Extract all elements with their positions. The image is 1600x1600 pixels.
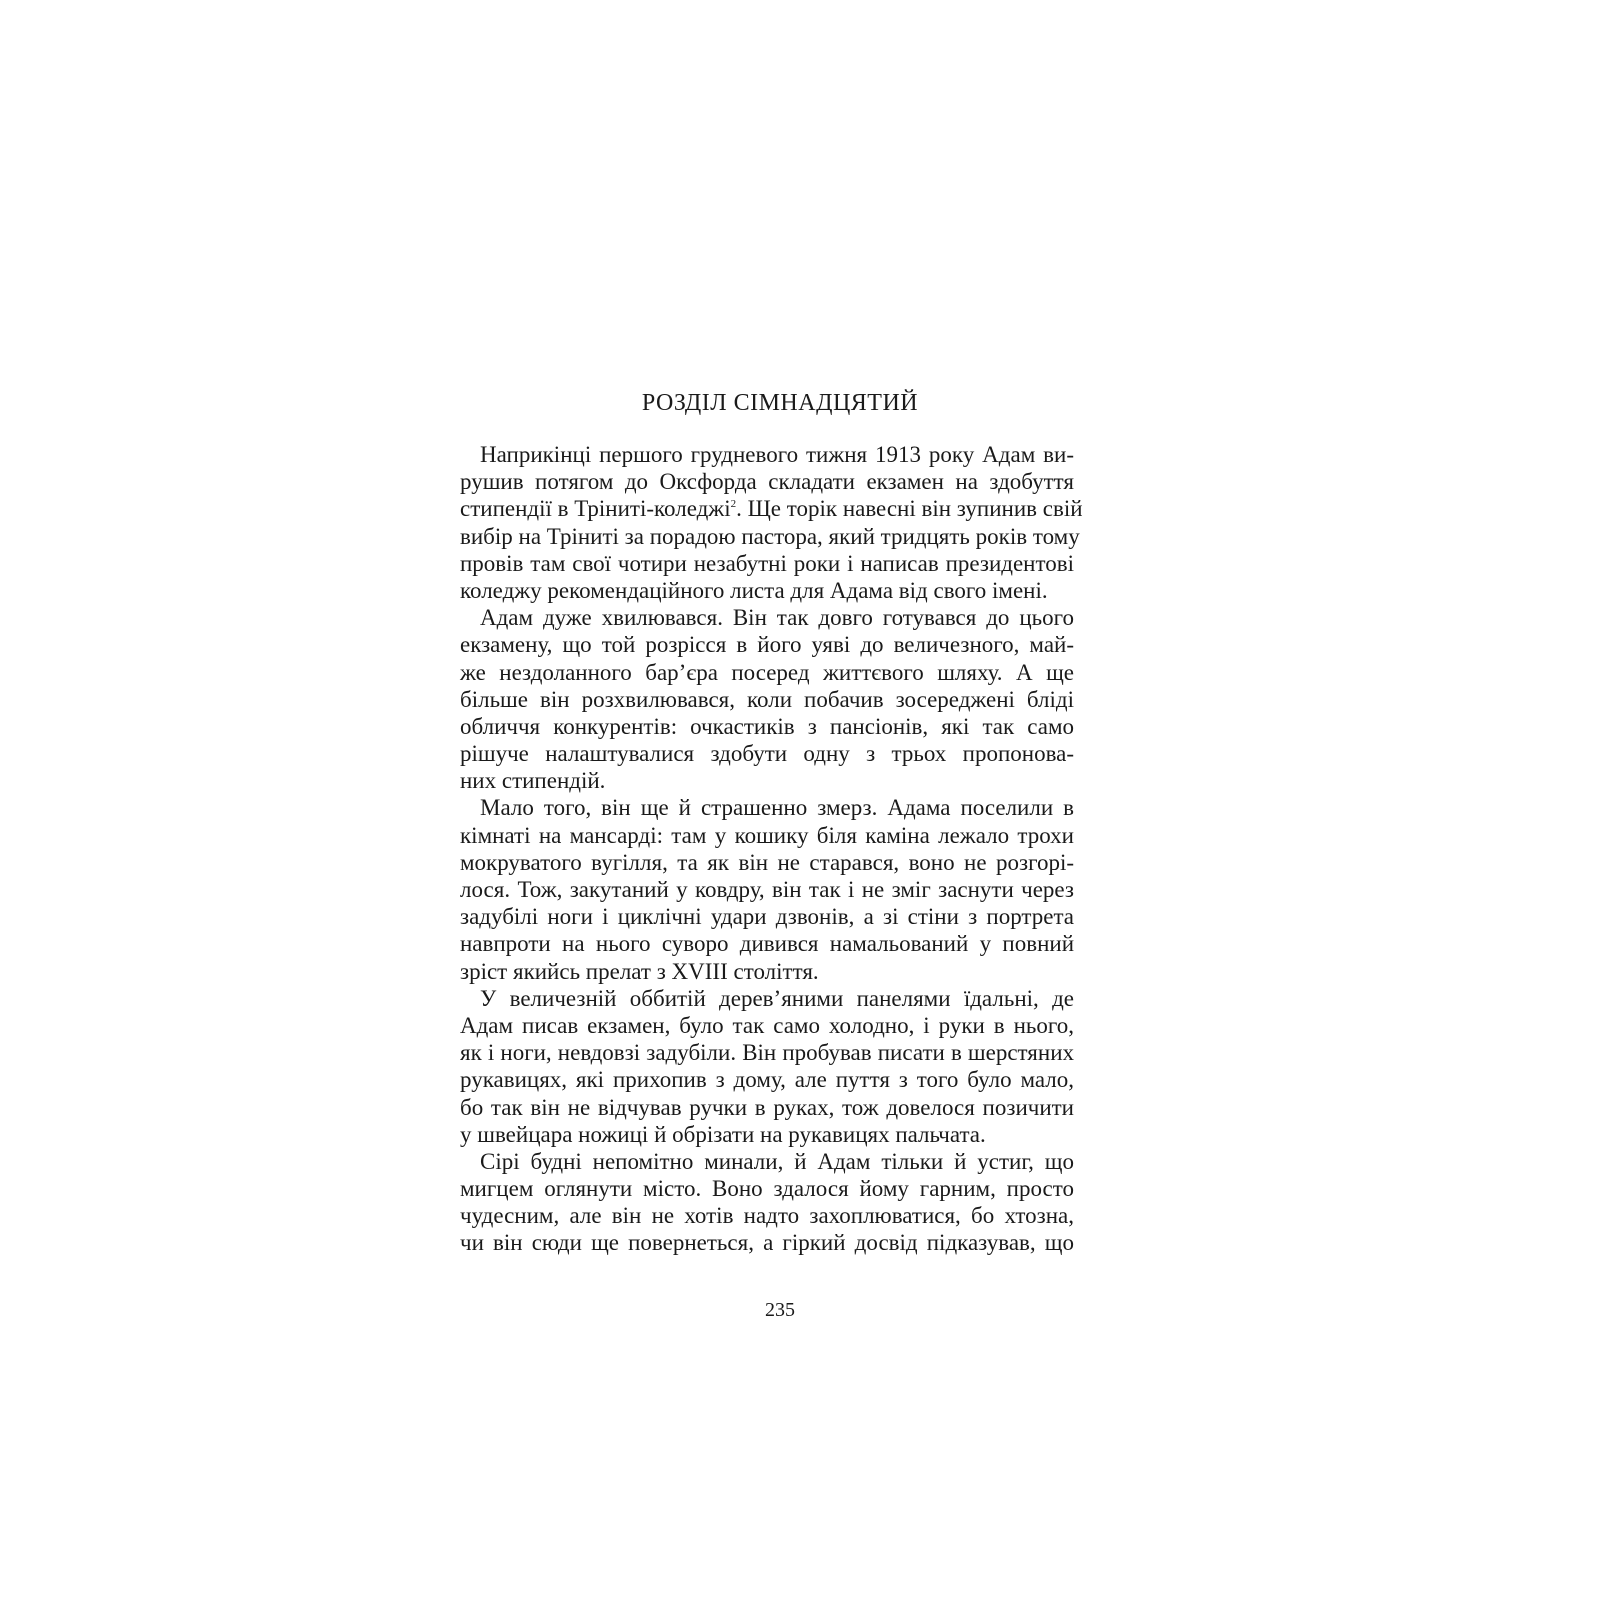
text-line xyxy=(460,822,1074,849)
text-line xyxy=(460,659,1074,686)
text-line xyxy=(460,604,1074,631)
text-line xyxy=(460,523,1080,550)
text-line-content: Мало того, він ще й страшенно змерз. Адама поселили в xyxy=(480,795,1074,821)
text-line-content: Сірі будні непомітно минали, й Адам тільки й устиг, що xyxy=(480,1148,1074,1174)
text-line-continuation: . Ще торік навесні він зупинив свій xyxy=(736,496,1083,522)
text-line xyxy=(460,1066,1074,1093)
text-line xyxy=(460,495,1083,522)
text-line-content: задубілі ноги і циклічні удари дзвонів, а зі стіни з портрета xyxy=(460,904,1074,930)
text-line-content: Адам дуже хвилювався. Він так довго готувався до цього xyxy=(480,605,1074,631)
text-line xyxy=(460,1012,1074,1039)
text-line-content: чудесним, але він не хотів надто захоплюватися, бо хтозна, xyxy=(460,1203,1074,1229)
text-line-content: У величезній оббитій дерев’яними панелями їдальні, де xyxy=(480,985,1074,1011)
text-line-content: провів там свої чотири незабутні роки і написав президентові xyxy=(460,550,1074,576)
text-line xyxy=(460,1121,1074,1148)
text-line xyxy=(460,903,1074,930)
text-line xyxy=(460,577,1074,604)
text-line-content: коледжу рекомендаційного листа для Адама від свого імені. xyxy=(460,577,1048,603)
text-line xyxy=(460,468,1074,495)
text-line-content: рукавицях, які прихопив з дому, але пуття з того було мало, xyxy=(460,1067,1074,1093)
text-line xyxy=(460,1175,1074,1202)
text-line xyxy=(460,958,1074,985)
text-line xyxy=(460,1229,1074,1256)
text-line-content: рішуче налаштувалися здобути одну з трьох пропонова- xyxy=(460,741,1074,767)
text-line-content: обличчя конкурентів: очкастиків з пансіонів, які так само xyxy=(460,713,1074,739)
text-line-content: чи він сюди ще повернеться, а гіркий досвід підказував, що xyxy=(460,1230,1074,1256)
text-line xyxy=(460,930,1074,957)
text-line-content: як і ноги, невдовзі задубіли. Він пробував писати в шерстяних xyxy=(460,1040,1074,1066)
text-line xyxy=(460,713,1074,740)
chapter-title: РОЗДІЛ СІМНАДЦЯТИЙ xyxy=(641,390,919,416)
text-line-content: рушив потягом до Оксфорда складати екзамен на здобуття xyxy=(460,469,1074,495)
text-line-content: у швейцара ножиці й обрізати на рукавицях пальчата. xyxy=(460,1121,986,1147)
text-line-content: лося. Тож, закутаний у ковдру, він так і не зміг заснути через xyxy=(460,877,1074,902)
text-line-content: мокруватого вугілля, та як він не старався, воно не розгорі- xyxy=(460,849,1074,875)
text-line xyxy=(460,441,1074,468)
text-line xyxy=(460,631,1074,658)
body-text xyxy=(460,441,1083,1257)
text-line-content: екзамену, що той розрісся в його уяві до величезного, май- xyxy=(460,632,1074,658)
footnote-marker: 2 xyxy=(730,498,737,511)
text-line-content: Адам писав екзамен, було так само холодно, і руки в нього, xyxy=(460,1012,1074,1038)
text-line xyxy=(460,550,1074,577)
text-line xyxy=(460,1148,1074,1175)
text-line-content: Наприкінці першого грудневого тижня 1913 року Адам ви- xyxy=(480,442,1074,467)
text-line-content: мигцем оглянути місто. Воно здалося йому гарним, просто xyxy=(460,1176,1074,1202)
text-line-content: них стипендій. xyxy=(460,768,606,794)
text-line-content: бо так він не відчував ручки в руках, тож довелося позичити xyxy=(460,1094,1074,1120)
page-number: 235 xyxy=(765,1299,795,1321)
text-line xyxy=(460,876,1074,903)
text-line xyxy=(460,1202,1074,1229)
text-line-content: вибір на Тріниті за порадою пастора, який тридцять років тому xyxy=(460,523,1080,549)
text-line-content: більше він розхвилювався, коли побачив зосереджені бліді xyxy=(460,686,1074,712)
text-line-content: навпроти на нього суворо дивився намальований у повний xyxy=(460,931,1074,957)
text-line xyxy=(460,1094,1074,1121)
text-line xyxy=(460,794,1074,821)
text-line xyxy=(460,985,1074,1012)
text-line-content: стипендії в Тріниті-коледжі xyxy=(460,496,731,522)
text-line xyxy=(460,767,1074,794)
text-line xyxy=(460,1039,1074,1066)
text-line xyxy=(460,740,1074,767)
text-line xyxy=(460,686,1074,713)
text-line-content: кімнаті на мансарді: там у кошику біля каміна лежало трохи xyxy=(460,822,1074,848)
text-line xyxy=(460,849,1074,876)
text-line-content: зріст якийсь прелат з XVIII століття. xyxy=(460,958,819,984)
text-line-content: же нездоланного бар’єра посеред життєвого шляху. А ще xyxy=(460,659,1074,685)
